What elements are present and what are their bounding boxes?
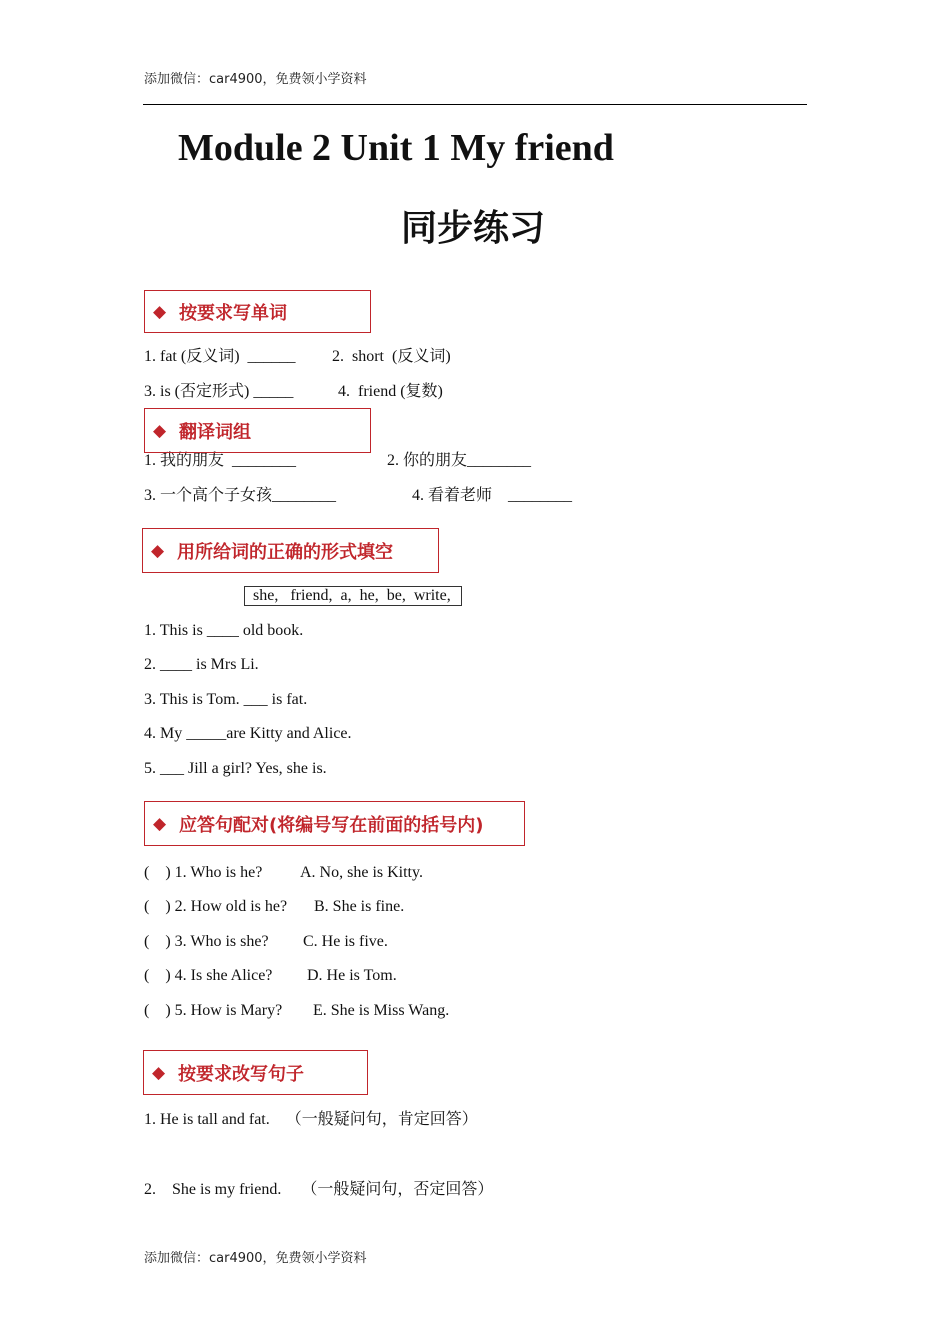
exercise-item: 1. fat (反义词) ______ (144, 348, 296, 365)
match-question: ( ) 5. How is Mary? (144, 1002, 283, 1019)
page-header: 添加微信：car4900，免费领小学资料 (144, 72, 367, 87)
match-answer: E. She is Miss Wang. (313, 1002, 450, 1019)
diamond-icon: ◆ (153, 813, 167, 834)
match-question: ( ) 1. Who is he? (144, 864, 263, 881)
exercise-item: 1. He is tall and fat. （一般疑问句，肯定回答） (144, 1111, 478, 1128)
page-footer: 添加微信：car4900，免费领小学资料 (144, 1251, 367, 1266)
section-title: 应答句配对(将编号写在前面的括号内) (179, 814, 484, 836)
page-title: Module 2 Unit 1 My friend (178, 127, 614, 169)
match-answer: A. No, she is Kitty. (300, 864, 423, 881)
match-answer: B. She is fine. (314, 898, 405, 915)
match-question: ( ) 4. Is she Alice? (144, 967, 273, 984)
exercise-item: 4. My _____are Kitty and Alice. (144, 725, 352, 742)
exercise-item: 2. She is my friend. （一般疑问句，否定回答） (144, 1181, 494, 1198)
exercise-item: 3. is (否定形式) _____ (144, 383, 294, 400)
section-heading-match-answers (144, 801, 525, 846)
exercise-item: 4. 看着老师 ________ (412, 487, 573, 504)
exercise-item: 1. This is ____ old book. (144, 622, 304, 639)
diamond-icon: ◆ (152, 1062, 166, 1083)
exercise-item: 3. 一个高个子女孩________ (144, 487, 337, 504)
section-title: 用所给词的正确的形式填空 (177, 541, 393, 563)
exercise-item: 5. ___ Jill a girl? Yes, she is. (144, 760, 327, 777)
exercise-item: 1. 我的朋友 ________ (144, 452, 297, 469)
diamond-icon: ◆ (153, 420, 167, 441)
section-heading-translate-phrases (144, 408, 371, 453)
section-heading-write-words (144, 290, 371, 333)
diamond-icon: ◆ (153, 301, 167, 322)
match-answer: C. He is five. (303, 933, 388, 950)
section-heading-fill-blanks (142, 528, 439, 573)
section-title: 按要求写单词 (179, 302, 287, 324)
exercise-item: 2. 你的朋友________ (387, 452, 532, 469)
header-rule (143, 104, 807, 105)
match-question: ( ) 3. Who is she? (144, 933, 269, 950)
word-bank: she, friend, a, he, be, write, (244, 586, 462, 606)
exercise-item: 3. This is Tom. ___ is fat. (144, 691, 308, 708)
diamond-icon: ◆ (151, 540, 165, 561)
section-title: 按要求改写句子 (178, 1063, 304, 1085)
exercise-item: 2. ____ is Mrs Li. (144, 656, 259, 673)
exercise-item: 4. friend (复数) (338, 383, 443, 400)
page-subtitle: 同步练习 (401, 208, 546, 249)
section-heading-rewrite-sentences (143, 1050, 368, 1095)
match-answer: D. He is Tom. (307, 967, 397, 984)
section-title: 翻译词组 (179, 421, 251, 443)
match-question: ( ) 2. How old is he? (144, 898, 288, 915)
exercise-item: 2. short (反义词) (332, 348, 451, 365)
